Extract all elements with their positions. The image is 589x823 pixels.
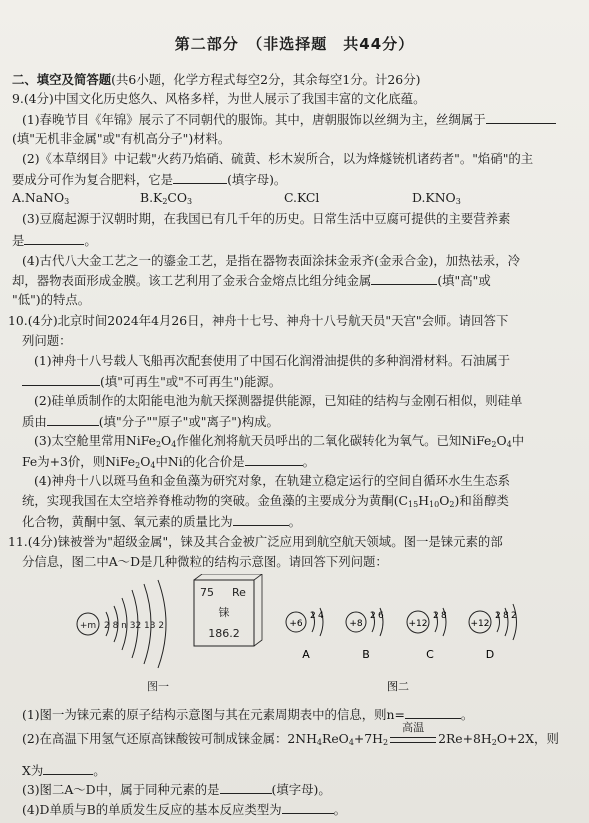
- q10-part2-tail: (填"分子""原子"或"离子")构成。: [98, 414, 279, 429]
- q10-stem: 10.(4分)北京时间2024年4月26日，神舟十七号、神舟十八号航天员"天宫"会师。请回答下: [8, 313, 509, 328]
- fig2-c-nucleus: +12: [408, 619, 428, 629]
- section-label: 二、填空及简答题: [12, 72, 112, 87]
- q10-part3-sub2a: 2: [155, 440, 162, 449]
- q10-part4-line2: 统，实现我国在太空培养脊椎动物的突破。金鱼藻的主要成分为黄酮$(C_{15}H_{10}O_2)$和甾醇类: [22, 493, 509, 509]
- fig2-a-label: A: [302, 648, 310, 661]
- q11-part2-a: (2)在高温下用氢气还原高铼酸铵可制成铼金属：2NH: [22, 731, 317, 746]
- q10-part1-line1: (1)神舟十八号载人飞船再次配套使用了中国石化润滑油提供的多种润滑材料。石油属于: [34, 353, 511, 368]
- q11-part4-text: (4)D单质与B的单质发生反应的基本反应类型为: [22, 802, 282, 817]
- figure-one: [66, 574, 276, 694]
- q11-reaction-arrow: [388, 721, 438, 747]
- fig1-box-shadow: [254, 574, 262, 646]
- q9-part1-text: (1)春晚节目《年锦》展示了不同朝代的服饰。其中，唐朝服饰以丝绸为主，丝绸属于: [22, 112, 486, 127]
- q10-part4-period: 。: [288, 514, 302, 529]
- fig2-d-arc3: [513, 604, 517, 640]
- fig2-d-e1: 2: [495, 611, 501, 621]
- q10-part4-b-tail: )和甾醇类: [454, 493, 509, 508]
- q10-part3-line2: Fe为+3价，则$NiFe_2O_4$中Ni的化合价是 。: [22, 454, 316, 470]
- q11-part2-sub2: 2: [383, 738, 389, 747]
- q9-option-b-sub1: 2: [162, 197, 168, 206]
- q11-part2-b: X为: [22, 763, 44, 778]
- fig2-b-label: B: [362, 648, 370, 661]
- q10-part3-a: (3)太空舱里常用NiFe: [34, 433, 156, 448]
- q10-part3-sub4c: 4: [150, 461, 156, 470]
- q9-part1-line2: (填"无机非金属"或"有机高分子")材料。: [12, 131, 231, 146]
- section-heading: [12, 72, 420, 88]
- q10-part2-text: 质由: [22, 414, 47, 429]
- q11-part4-blank[interactable]: [282, 801, 334, 814]
- q9-option-d-text: D.KNO: [412, 190, 456, 205]
- q11-part3: [22, 781, 331, 798]
- q10-part1-line2: [22, 373, 281, 390]
- q9-option-b[interactable]: [140, 190, 192, 205]
- q11-part2-sub4: 4: [316, 738, 322, 747]
- q9-option-d-sub: 3: [455, 197, 461, 206]
- q11-part1-text: (1)图一为铼元素的原子结构示意图与其在元素周期表中的信息，则n=: [22, 707, 405, 722]
- q9-part4-line3: "低")的特点。: [12, 292, 91, 307]
- q10-part4-subo2: 2: [449, 500, 455, 509]
- fig1-nucleus: +m: [79, 621, 97, 631]
- q11-part2-mid: ReO: [322, 731, 349, 746]
- q11-part2-tail: 2Re+8H: [438, 731, 492, 746]
- fig1-caption: 图一: [147, 680, 169, 693]
- q9-part4-tail: (填"高"或: [437, 273, 491, 288]
- q11-reaction-condition: 高温: [402, 721, 425, 734]
- q10-part3-b-tail: 中Ni的化合价是: [155, 454, 245, 469]
- q9-part2-tail: (填字母)。: [227, 172, 287, 187]
- fig2-d-nucleus: +12: [470, 619, 490, 629]
- q11-part2-tail2: O+2X，则: [496, 731, 559, 746]
- q11-part1-blank[interactable]: [405, 706, 461, 719]
- q9-part3-period: 。: [84, 233, 97, 248]
- fig2-atom-b: [346, 608, 384, 661]
- fig1-shell-values: 2 8 n 32 13 2: [104, 621, 165, 631]
- q11-part2-sub2b: 2: [491, 738, 497, 747]
- q10-part4-line3: [22, 513, 301, 530]
- fig1-atomic-mass: 186.2: [208, 627, 240, 640]
- q9-part4-blank[interactable]: [371, 272, 437, 285]
- q9-part4-line1: (4)古代八大金工艺之一的鎏金工艺，是指在器物表面涂抹金汞齐(金汞合金)，加热祛汞，冷: [22, 253, 521, 268]
- q11-stem2: 分信息，图二中A～D是几种微粒的结构示意图。请回答下列问题：: [22, 554, 388, 569]
- fig2-a-nucleus: +6: [289, 619, 303, 629]
- fig2-b-e1: 2: [370, 611, 376, 621]
- q11-part2-sub4b: 4: [348, 738, 354, 747]
- q11-stem: 11.(4分)铼被誉为"超级金属"，铼及其合金被广泛应用到航空航天领域。图一是铼元素的部: [8, 534, 503, 549]
- q10-part4-sub10: 10: [429, 500, 440, 509]
- q11-part2-mid2: +7H: [353, 731, 383, 746]
- q11-part2-line2: [22, 762, 106, 779]
- q9-option-b-co: CO: [167, 190, 188, 205]
- q9-option-a[interactable]: [12, 190, 69, 205]
- q9-stem: 9.(4分)中国文化历史悠久、风格多样，为世人展示了我国丰富的文化底蕴。: [12, 91, 426, 106]
- q9-part3-text: 是: [12, 233, 25, 248]
- q10-part2-line2: [22, 413, 279, 430]
- fig1-symbol: Re: [232, 586, 246, 599]
- q9-option-b-sub2: 3: [187, 197, 193, 206]
- q9-part2-line2: [12, 171, 286, 188]
- q11-part4-period: 。: [333, 802, 347, 817]
- fig1-box-top: [194, 574, 202, 580]
- q10-part2-line1: (2)硅单质制作的太阳能电池为航天探测器提供能源，已知硅的结构与金刚石相似，则硅单: [34, 393, 523, 408]
- q9-part3-line2: [12, 232, 97, 249]
- fig2-atom-d: [469, 604, 517, 661]
- q9-option-c[interactable]: C.KCl: [284, 190, 320, 205]
- q10-part4-line1: (4)神舟十八以斑马鱼和金鱼藻为研究对象，在轨建立稳定运行的空间自循环水生生态系: [34, 473, 511, 488]
- q9-option-a-sub: 3: [64, 197, 70, 206]
- q10-part3-sub4a: 4: [171, 440, 177, 449]
- q10-part3-blank[interactable]: [245, 453, 303, 466]
- fig2-b-nucleus: +8: [349, 619, 363, 629]
- fig2-a-e1: 2: [310, 611, 316, 621]
- figure-two: [276, 590, 526, 700]
- q11-part3-tail: (填字母)。: [271, 782, 331, 797]
- q10-part3-mid: 作催化剂将航天员呼出的二氧化碳转化为氧气。已知NiFe: [176, 433, 492, 448]
- q11-part1-period: 。: [460, 707, 474, 722]
- q11-part3-blank[interactable]: [220, 781, 272, 794]
- q10-part3-b: Fe为+3价，则NiFe: [22, 454, 136, 469]
- q9-part2-text: 要成分可作为复合肥料，它是: [12, 172, 174, 187]
- q11-part2-blank[interactable]: [43, 762, 93, 775]
- q11-equals-sign: [390, 737, 436, 743]
- fig2-d-label: D: [485, 648, 495, 661]
- q9-part3-line1: (3)豆腐起源于汉朝时期，在我国已有几千年的历史。日常生活中豆腐可提供的主要营养素: [22, 211, 511, 226]
- q9-option-b-text: B.K: [140, 190, 163, 205]
- q11-part4: [22, 801, 346, 818]
- q9-part2-line1: (2)《本草纲目》中记载"火药乃焰硝、硫黄、杉木炭所合，以为烽燧铳机诸药者"。"焰硝"的主: [22, 151, 534, 166]
- q11-part3-text: (3)图二A～D中，属于同种元素的是: [22, 782, 220, 797]
- q10-part1-text: (填"可再生"或"不可再生")能源。: [100, 374, 282, 389]
- fig1-atomic-number: 75: [200, 586, 214, 599]
- q11-part2-period: 。: [93, 763, 106, 778]
- fig2-caption: 图二: [387, 680, 409, 693]
- q9-part1-line1: [22, 111, 556, 128]
- fig1-element-name: 铼: [218, 606, 230, 619]
- fig2-d-e3: 2: [511, 611, 517, 621]
- q9-part1-blank[interactable]: [486, 111, 556, 124]
- fig2-a-e2: 4: [318, 611, 324, 621]
- q10-stem2: 列问题：: [22, 333, 72, 348]
- q9-option-a-text: A.NaNO: [12, 190, 65, 205]
- q10-part3-sub2c: 2: [135, 461, 141, 470]
- q10-part4-sub15: 15: [408, 500, 419, 509]
- fig2-d-e2: 8: [503, 611, 509, 621]
- q9-option-d[interactable]: [412, 190, 461, 205]
- q10-part3-period: 。: [302, 454, 316, 469]
- q10-part3-line1: (3)太空舱里常用$NiFe_2O_4$作催化剂将航天员呼出的二氧化碳转化为氧气。已知$NiFe_2O_4$中: [34, 433, 525, 449]
- fig2-atom-a: [286, 608, 324, 661]
- fig2-c-e2: 8: [441, 611, 447, 621]
- fig2-atom-c: [407, 608, 447, 661]
- q10-part3-sub2b: 2: [491, 440, 497, 449]
- q10-part2-blank[interactable]: [47, 413, 99, 426]
- fig2-c-e1: 2: [433, 611, 439, 621]
- q10-part4-blank[interactable]: [233, 513, 289, 526]
- q9-part4-text: 却，器物表面形成金膜。该工艺利用了金汞合金熔点比组分纯金属: [12, 273, 372, 288]
- fig2-b-e2: 6: [378, 611, 384, 621]
- q9-part4-line2: [12, 272, 491, 289]
- q9-part3-blank[interactable]: [24, 232, 84, 245]
- q10-part3-sub4b: 4: [506, 440, 512, 449]
- section-note: (共6小题，化学方程式每空2分，其余每空1分。计26分): [111, 72, 421, 87]
- q10-part1-blank[interactable]: [22, 373, 100, 386]
- q9-part2-blank[interactable]: [173, 171, 227, 184]
- fig2-c-label: C: [426, 648, 434, 661]
- q10-part4-b: 统，实现我国在太空培养脊椎动物的突破。金鱼藻的主要成分为黄酮(C: [22, 493, 409, 508]
- q10-part3-tail: 中: [511, 433, 525, 448]
- page-title: 第二部分 （非选择题 共44分）: [174, 35, 415, 53]
- q11-part2-line1: [22, 721, 559, 747]
- q10-part4-c: 化合物，黄酮中氢、氧元素的质量比为: [22, 514, 233, 529]
